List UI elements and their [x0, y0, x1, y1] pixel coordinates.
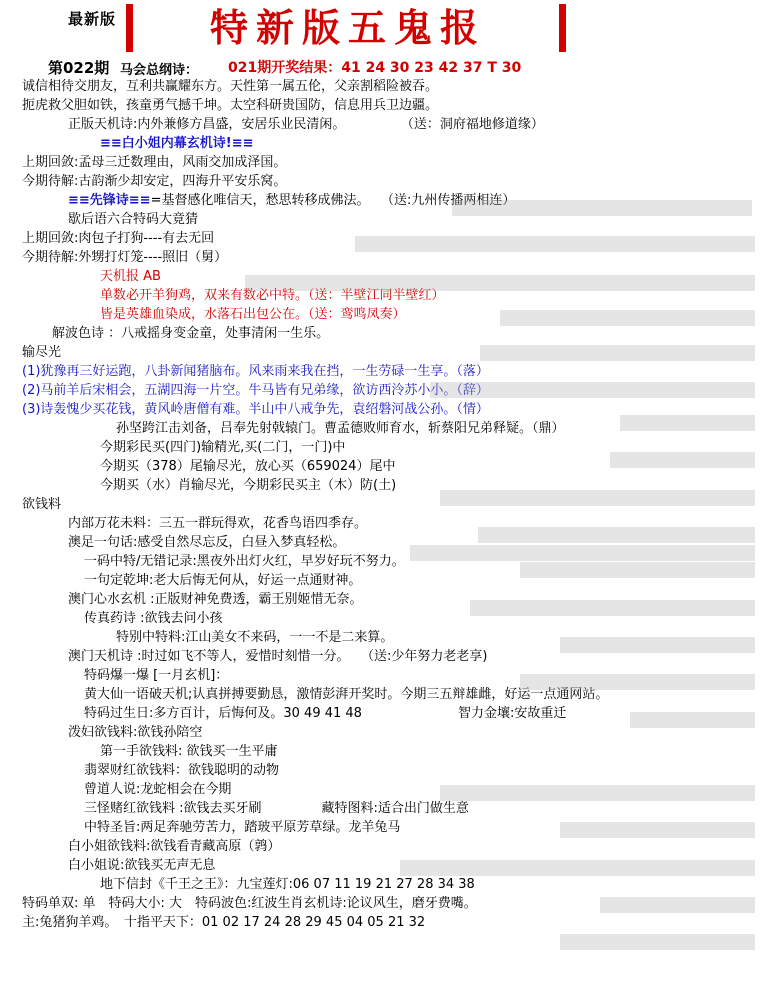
line-text: 泼妇欲钱料:欲钱孙陪空	[68, 725, 203, 740]
line-text: 澳门天机诗 :时过如飞不等人，爱惜时刻惜一分。	[68, 649, 350, 664]
content-line	[0, 305, 768, 324]
line-text: 中特圣旨:两足奔驰劳苦力，踏玻平原芳草绿。龙羊兔马	[84, 820, 401, 835]
line-text: 主:兔猪狗羊鸡。 十指平天下：01 02 17 24 28 29 45 04 05 21 32	[22, 915, 426, 930]
content-line	[0, 267, 768, 286]
line-text: 解波色诗 ：八戒摇身变金童，处事清闲一生乐。	[52, 326, 330, 341]
content-line	[0, 210, 768, 229]
line-text: 孙坚跨江击刘备，吕奉先射戟辕门。曹孟德败师育水，斩蔡阳兄弟释疑。（鼎）	[116, 421, 565, 436]
line-suffix-note: 智力金壤:安故重迁	[457, 706, 567, 721]
content-line	[0, 799, 768, 818]
content-line	[0, 400, 768, 419]
line-text: 第一手欲钱料: 欲钱买一生平庸	[100, 744, 278, 759]
content-line	[0, 286, 768, 305]
scan-wash	[560, 934, 755, 950]
line-tail-text: =基督感化唯信天，愁思转移成佛法。	[150, 193, 370, 208]
content-line	[0, 191, 768, 210]
content-line	[0, 704, 768, 723]
content-body	[0, 77, 768, 932]
line-suffix-note: （送:九州传播两相连）	[387, 193, 516, 208]
line-text: 今期待解:古韵渐少却安定，四海升平安乐窝。	[22, 174, 287, 189]
line-text: (3)诗轰愧少买花钱，黄风岭唐僧有难。半山中八戒争先，袁绍磐河战公孙。（情）	[22, 402, 489, 417]
page-header	[0, 0, 768, 55]
line-suffix-note: （送：洞府福地修道缘）	[407, 117, 544, 132]
line-text: 曾道人说:龙蛇相会在今期	[84, 782, 232, 797]
line-text: 单数必开羊狗鸡，双来有数必中特。（送：半壁江同半壁红）	[100, 288, 445, 303]
line-text: 输尽光	[22, 345, 62, 360]
issue-poem-label: 马会总纲诗：	[120, 63, 199, 78]
line-text: 特别中特料:江山美女不来码，一一不是二来算。	[116, 630, 394, 645]
content-line	[0, 780, 768, 799]
content-line	[0, 590, 768, 609]
content-line	[0, 134, 768, 153]
line-text: (1)犹豫再三好运跑，八卦新闻猪脑布。风来雨来我在挡，一生劳碌一生享。（落）	[22, 364, 489, 379]
content-line	[0, 894, 768, 913]
line-text: 澳足一句话:感受自然尽忘反，白昼入梦真轻松。	[68, 535, 346, 550]
content-line	[0, 875, 768, 894]
content-line	[0, 457, 768, 476]
line-text: 今期买（378）尾输尽光，放心买（659024）尾中	[100, 459, 396, 474]
content-line	[0, 609, 768, 628]
latest-version-badge: 最新版	[68, 10, 117, 28]
content-line	[0, 723, 768, 742]
line-text: 三怪赌红欲钱料 :欲钱去买牙刷	[84, 801, 262, 816]
content-line	[0, 685, 768, 704]
line-text: 诚信相待交朋友，互利共赢耀东方。天性第一属五伦，父亲割稻险被吞。	[22, 79, 439, 94]
line-text: 一句定乾坤:老大后悔无何从，好运一点通财神。	[84, 573, 362, 588]
line-text: ≡≡先锋诗≡≡	[68, 193, 151, 208]
line-text: 皆是英雄血染成，水落石出包公在。（送：鸾鸣凤奏）	[100, 307, 406, 322]
content-line	[0, 381, 768, 400]
content-line	[0, 761, 768, 780]
content-line	[0, 343, 768, 362]
line-text: 特码单双: 单 特码大小: 大 特码波色:红波生肖玄机诗:论议风生，磨牙费嘴。	[22, 896, 477, 911]
previous-draw-result: 021期开奖结果：41 24 30 23 42 37 T 30	[228, 60, 522, 76]
content-line	[0, 533, 768, 552]
content-line	[0, 856, 768, 875]
content-line	[0, 248, 768, 267]
content-line	[0, 571, 768, 590]
content-line	[0, 438, 768, 457]
line-text: 黄大仙一语破天机;认真拼搏要勤恳，激情彭湃开奖时。今期三五辩雄雌，好运一点通网站。	[84, 687, 609, 702]
line-text: 内部万花未料：三五一群玩得欢，花香鸟语四季存。	[68, 516, 368, 531]
line-text: 正版天机诗:内外兼修方昌盛，安居乐业民清闲。	[68, 117, 346, 132]
line-text: 澳门心水玄机 :正版财神免费透，霸王别姬惜无奈。	[68, 592, 363, 607]
content-line	[0, 476, 768, 495]
content-line	[0, 666, 768, 685]
content-line	[0, 229, 768, 248]
line-text: 传真药诗 :欲钱去问小孩	[84, 611, 223, 626]
content-line	[0, 96, 768, 115]
line-text: (2)马前羊后宋相会，五湖四海一片空。牛马皆有兄弟缘，欲访西泠苏小小。（辞）	[22, 383, 489, 398]
content-line	[0, 742, 768, 761]
line-text: 歇后语六合特码大竟猜	[68, 212, 199, 227]
line-text: 今期买（水）肖输尽光，今期彩民买主（木）防(土)	[100, 478, 397, 493]
line-text: 特码爆一爆 [一月玄机]：	[84, 668, 229, 683]
content-line	[0, 419, 768, 438]
line-suffix-note: 藏特图料:适合出门做生意	[321, 801, 469, 816]
content-line	[0, 77, 768, 96]
line-text: 白小姐说:欲钱买无声无息	[68, 858, 216, 873]
line-text: 今期彩民买(四门)输精光,买(二门，一门)中	[100, 440, 346, 455]
line-text: 扼虎救父胆如铁，孩童勇气撼千坤。太空科研贵国防，信息用兵卫边疆。	[22, 98, 439, 113]
content-line	[0, 913, 768, 932]
content-line	[0, 362, 768, 381]
line-text: 翡翠财红欲钱料：欲钱聪明的动物	[84, 763, 280, 778]
line-text: 今期待解:外甥打灯笼----照旧（舅）	[22, 250, 228, 265]
content-line	[0, 324, 768, 343]
content-line	[0, 647, 768, 666]
line-text: 上期回敛:孟母三迁数理由，风雨交加成泽国。	[22, 155, 287, 170]
line-text: 一码中特/无错记录:黑夜外出灯火红，早岁好玩不努力。	[84, 554, 405, 569]
line-text: 欲钱料	[22, 497, 62, 512]
content-line	[0, 153, 768, 172]
content-line	[0, 818, 768, 837]
content-line	[0, 495, 768, 514]
line-text: 上期回敛:肉包子打狗----有去无回	[22, 231, 215, 246]
content-line	[0, 837, 768, 856]
content-line	[0, 172, 768, 191]
content-line	[0, 514, 768, 533]
line-text: 地下信封《千王之王》：九宝莲灯:06 07 11 19 21 27 28 34 38	[100, 877, 475, 892]
issue-number: 第022期	[48, 59, 110, 77]
issue-line	[0, 57, 768, 77]
line-suffix-note: （送:少年努力老老享)	[367, 649, 488, 664]
page-title: 特新版五鬼报	[209, 6, 486, 50]
content-line	[0, 628, 768, 647]
content-line	[0, 115, 768, 134]
line-text: 特码过生日:多方百计，后悔何及。30 49 41 48	[84, 706, 362, 721]
line-text: ≡≡白小姐内幕玄机诗!≡≡	[100, 136, 254, 151]
content-line	[0, 552, 768, 571]
line-text: 天机报 AB	[100, 269, 161, 284]
line-text: 白小姐欲钱料:欲钱看青藏高原（鹑）	[68, 839, 281, 854]
